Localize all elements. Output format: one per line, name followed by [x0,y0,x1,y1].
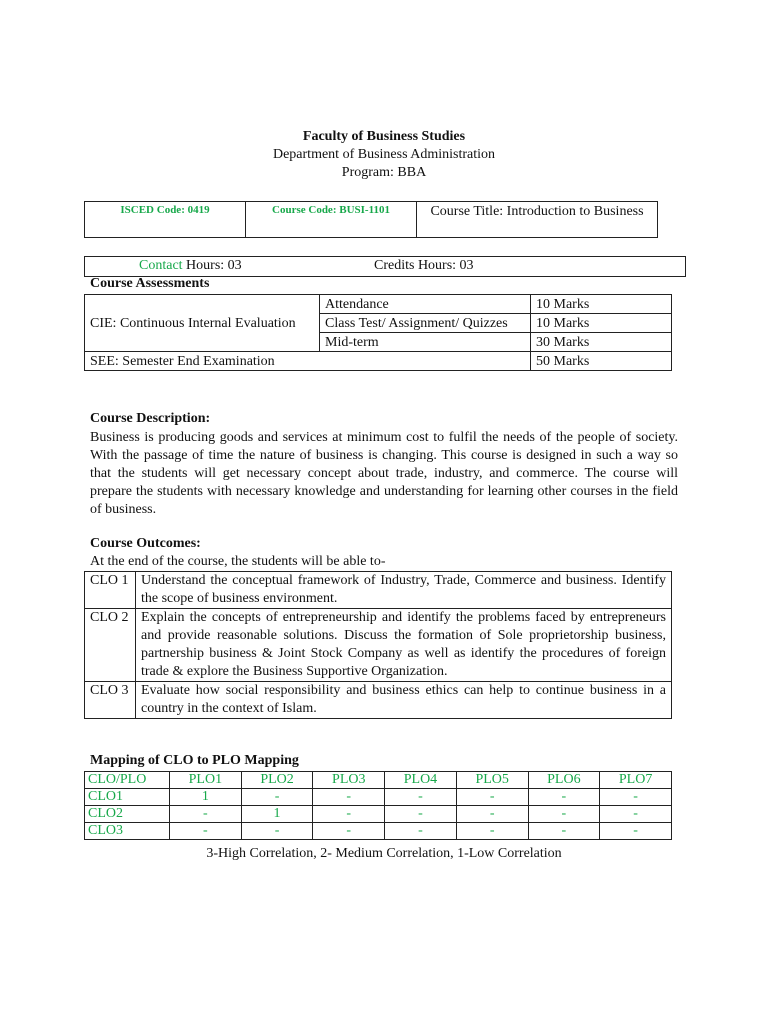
table-cell: - [385,806,457,823]
clo-text: Understand the conceptual framework of Industry, Trade, Commerce and business. Identify the scope of business environment. [136,572,672,609]
clo-id: CLO 3 [85,682,136,719]
program-title: Program: BBA [341,165,427,180]
table-cell: - [241,789,313,806]
clo-text: Evaluate how social responsibility and business ethics can help to continue business in a country in the context of Islam. [136,682,672,719]
assessment-item: Mid-term [320,333,531,352]
credit-hours: Credits Hours: 03 [374,258,474,273]
department-title: Department of Business Administration [272,147,496,162]
faculty-title: Faculty of Business Studies [302,129,466,144]
mapping-table [84,771,672,840]
assessments-heading: Course Assessments [90,276,210,291]
clo-text: Explain the concepts of entrepreneurship and identify the problems faced by entrepreneurs and provide reasonable solutions. Discuss the formation of Sole proprietorship business, partnership business & Joint Stock Company as well as identify the procedures of foreign trade & explore the Business Supportive Organization. [136,609,672,682]
table-cell: - [313,806,385,823]
column-header: PLO3 [313,772,385,789]
table-cell: - [456,789,528,806]
assessment-item: Class Test/ Assignment/ Quizzes [320,314,531,333]
course-title: Course Title: Introduction to Business [417,202,658,238]
table-cell: - [170,823,242,840]
table-row [85,682,672,719]
table-row [85,572,672,609]
assessment-marks: 10 Marks [531,314,672,333]
table-cell: - [456,806,528,823]
table-cell: - [241,823,313,840]
table-cell: - [600,823,672,840]
clo-id: CLO 2 [85,609,136,682]
description-text: Business is producing goods and services at minimum cost to fulfil the needs of the people of society. With the passage of time the nature of business is changing. This course is designed in such a way so that the students will get necessary concept about trade, industry, and commerce. The course will prepare the students with necessary knowledge and understanding for learning other courses in the field of business. [90,430,678,517]
table-cell: - [528,823,600,840]
table-cell: - [528,789,600,806]
table-row [85,806,672,823]
table-cell: - [313,789,385,806]
column-header: CLO/PLO [85,772,170,789]
table-row [85,609,672,682]
column-header: PLO7 [600,772,672,789]
see-label: SEE: Semester End Examination [85,352,531,371]
table-cell: - [456,823,528,840]
see-marks: 50 Marks [531,352,672,371]
table-cell: 1 [170,789,242,806]
table-cell: - [600,806,672,823]
row-header: CLO1 [85,789,170,806]
outcomes-table [84,571,672,719]
column-header: PLO4 [385,772,457,789]
assessments-table [84,294,672,371]
table-cell: - [528,806,600,823]
isced-code: ISCED Code: 0419 [85,202,246,238]
row-header: CLO3 [85,823,170,840]
correlation-legend: 3-High Correlation, 2- Medium Correlation, 1-Low Correlation [206,846,562,861]
hours-box [84,256,686,277]
row-header: CLO2 [85,806,170,823]
course-code: Course Code: BUSI-1101 [246,202,417,238]
cie-label: CIE: Continuous Internal Evaluation [85,295,320,352]
table-cell: - [313,823,385,840]
table-cell: - [170,806,242,823]
table-row [85,789,672,806]
table-cell: 1 [241,806,313,823]
contact-hours: Hours: 03 [182,258,242,273]
table-cell: - [385,823,457,840]
contact-label: Contact [139,258,183,273]
column-header: PLO1 [170,772,242,789]
column-header: PLO2 [241,772,313,789]
description-heading: Course Description: [90,411,211,426]
column-header: PLO5 [456,772,528,789]
outcomes-heading: Course Outcomes: [90,536,201,551]
mapping-heading: Mapping of CLO to PLO Mapping [90,753,299,768]
column-header: PLO6 [528,772,600,789]
assessment-marks: 30 Marks [531,333,672,352]
clo-id: CLO 1 [85,572,136,609]
table-cell: - [385,789,457,806]
table-header-row [85,772,672,789]
outcomes-intro: At the end of the course, the students will be able to- [90,554,386,569]
course-code-table [84,201,658,238]
assessment-marks: 10 Marks [531,295,672,314]
table-row [85,823,672,840]
assessment-item: Attendance [320,295,531,314]
table-cell: - [600,789,672,806]
